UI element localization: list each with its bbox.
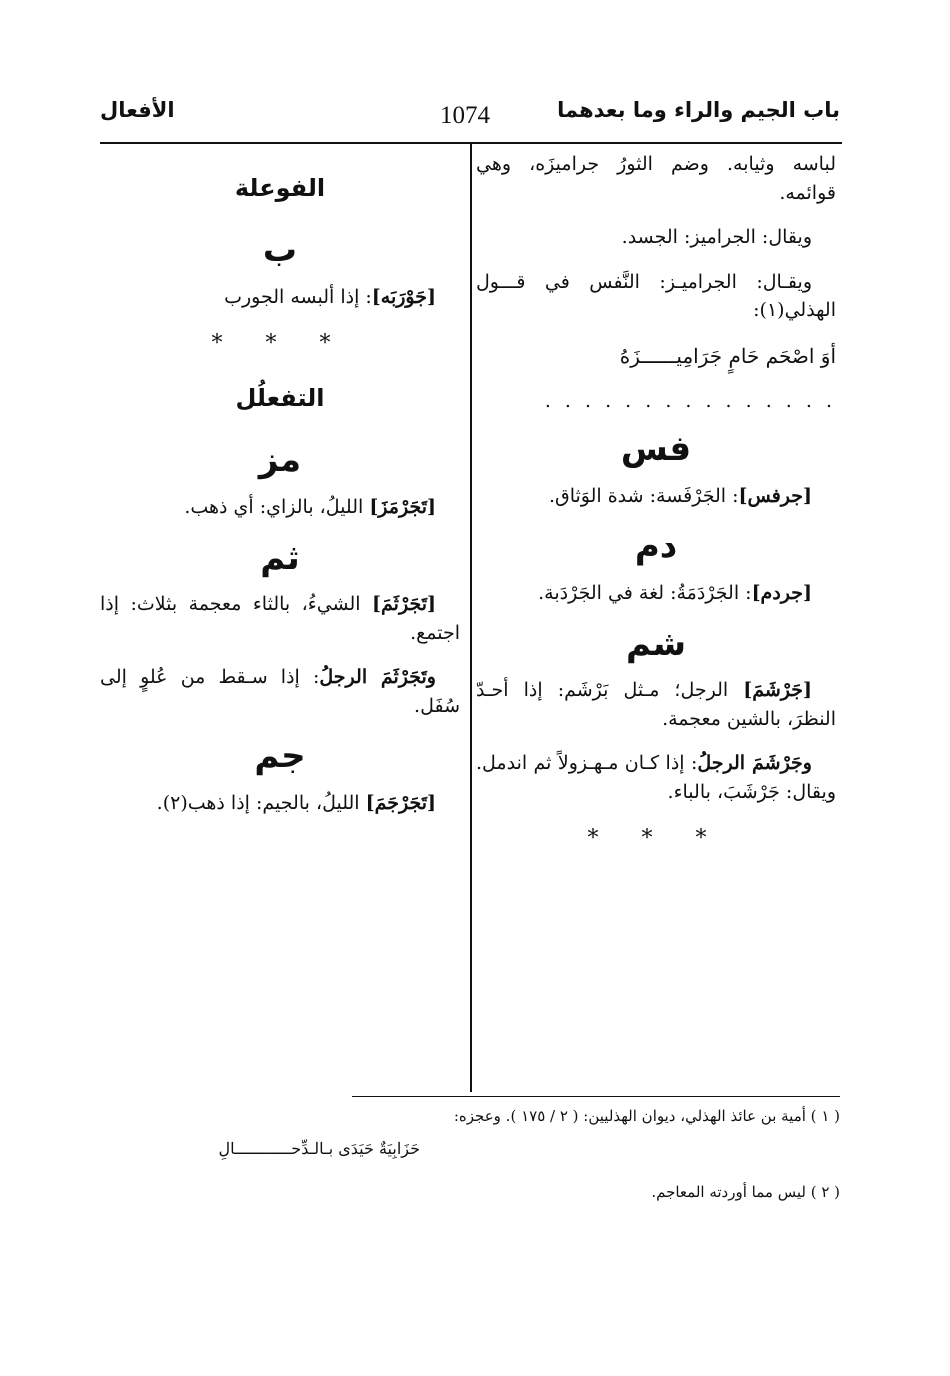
paragraph-jaramiz-body: ويقال: الجراميز: الجسد.	[621, 226, 812, 248]
entry-definition: الليلُ، بالزاي: أي ذهب.	[184, 496, 370, 519]
chapter-title: باب الجيم والراء وما بعدهما	[557, 98, 840, 122]
paragraph-continued: لباسه وثيابه. وضم الثورُ جراميزَه، وهي قوائمه.	[476, 153, 836, 204]
entry-tajartham-2	[100, 663, 460, 720]
page-number: 1074	[440, 102, 490, 129]
footnote-1: ( ١ ) أمية بن عائذ الهذلي، ديوان الهذليين: ( ٢ / ١٧٥ ). وعجزه:	[453, 1107, 840, 1125]
root-heading-jm: جم	[254, 736, 306, 777]
page-header	[100, 98, 840, 138]
entry-headword: وجَرْشَمَ الرجلُ	[697, 752, 812, 775]
section-stars-separator: * * *	[587, 826, 725, 852]
entry-definition: الرجل؛ مـثل بَرْشَم: إذا أحـدّ النظرَ، بالشين معجمة.	[476, 679, 836, 730]
entry-jawrab	[100, 283, 460, 312]
paragraph-jaramiz-soul: ويقـال: الجراميـز: النَّفس في قـــول الهذلي(١):	[476, 270, 836, 321]
entry-jarfas	[476, 482, 836, 511]
left-column	[100, 150, 460, 834]
section-title-faw3ala: الفوعلة	[234, 174, 326, 202]
entry-definition: الشيءُ، بالثاء معجمة بثلاث: إذا اجتمع.	[100, 593, 460, 644]
entry-definition: : إذا كـان مـهـزولاً ثم اندمل. ويقال: جَرْشَبَ، بالباء.	[476, 752, 836, 803]
entry-definition: : الجَرْدَمَةُ: لغة في الجَرْدَبة.	[538, 582, 752, 605]
root-heading-fs: فس	[620, 429, 692, 469]
entry-tajarmaz	[100, 493, 460, 522]
entry-headword: [تَجَرْثَمَ]	[372, 593, 436, 616]
entry-headword: [جردم]	[751, 582, 812, 605]
entry-definition: الليلُ، بالجيم: إذا ذهب(٢).	[156, 792, 366, 815]
footnote-rule	[352, 1096, 840, 1097]
ellipsis-line: . . . . . . . . . . . . . . .	[544, 389, 836, 412]
entry-headword: [جَرْشَمَ]	[743, 679, 812, 702]
root-heading-b: ب	[262, 230, 298, 270]
footnotes	[100, 1104, 840, 1212]
entry-headword: [جَوْرَبَه]	[371, 285, 436, 308]
entry-headword: وتَجَرْثَمَ الرجلُ	[319, 666, 436, 689]
entry-jarsham	[476, 676, 836, 733]
section-running-title: الأفعال	[100, 98, 175, 122]
root-heading-shm: شم	[625, 623, 687, 664]
column-divider	[470, 144, 472, 1092]
root-heading-thm: ثم	[260, 537, 300, 578]
entry-headword: [جرفس]	[738, 484, 812, 507]
entry-tajartham	[100, 590, 460, 647]
entry-headword: [تَجَرْجَمَ]	[365, 792, 436, 815]
entry-tajarjam	[100, 789, 460, 818]
entry-jarsham-2	[476, 749, 836, 806]
footnote-2: ( ٢ ) ليس مما أوردته المعاجم.	[651, 1182, 840, 1201]
section-title-tafa3lul: التفعلُل	[235, 384, 325, 413]
entry-headword: [تَجَرْمَزَ]	[369, 496, 436, 519]
entry-definition: : الجَرْفَسة: شدة الوَثاق.	[548, 484, 739, 507]
entry-jardam	[476, 579, 836, 608]
root-heading-mz: مز	[258, 440, 302, 481]
entry-definition: : إذا سـقط من عُلوٍ إلى سُفَل.	[100, 666, 460, 717]
section-stars-separator: * * *	[211, 331, 349, 357]
root-heading-dm: دم	[634, 526, 678, 567]
footnote-1-verse: حَزَابِيَةٌ حَيَدَى بـالـدِّحــــــــــــالِ	[218, 1139, 420, 1158]
entry-definition: : إذا ألبسه الجورب	[224, 285, 372, 308]
right-column	[476, 150, 836, 869]
poem-verse: أوَ اصْحَم حَامٍ جَرَامِيــــــزَهُ	[619, 343, 836, 368]
